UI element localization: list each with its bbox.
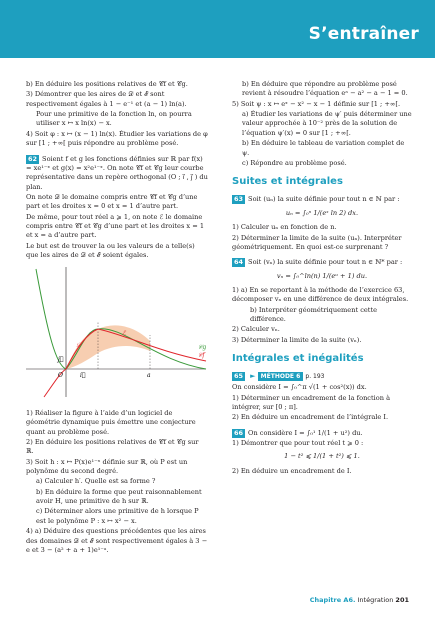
label-e: ℰ	[122, 330, 126, 338]
exercise-text: Soit (uₙ) la suite définie pour tout n ∈ ℕ par :	[248, 195, 400, 204]
exercise-number: 65	[234, 372, 244, 381]
label-cf: 𝒞f	[198, 352, 205, 360]
text-line: 1) Réaliser la figure à l’aide d’un logiciel de géométrie dynamique puis émettre une conjecture quant au problème posé.	[26, 408, 196, 436]
text-line: 4) Soit φ : x ↦ (x − 1) ln(x). Étudier les variations de φ sur [1 ; +∞[ puis répondre au problème posé.	[26, 129, 208, 148]
arrow-right-icon: ►	[250, 372, 256, 381]
page-number: 201	[395, 595, 409, 604]
label-o: O	[58, 372, 63, 380]
exercise-64	[232, 258, 412, 267]
exercise-62	[26, 155, 208, 192]
exercise-number: 64	[234, 258, 244, 267]
footer-chapter: Chapitre A6.	[309, 595, 356, 604]
text-line: On note 𝒟 le domaine compris entre 𝒞f et 𝒞g d’une part et les droites x = 0 et x = 1 d’autre part.	[26, 192, 198, 211]
text-line: 3) Déterminer la limite de la suite (vₙ).	[232, 335, 362, 344]
formula: 1 − t² ⩽ 1/(1 + t²) ⩽ 1.	[284, 452, 360, 461]
text-line: c) Répondre au problème posé.	[242, 158, 347, 167]
text-line: c) Déterminer alors une primitive de h lorsque P est le polynôme P : x ↦ x² − x.	[36, 507, 199, 525]
footer-title: Intégration	[357, 595, 394, 604]
text-line: De même, pour tout réel a ⩾ 1, on note ℰ le domaine compris entre 𝒞f et 𝒞g d’une part et les droites x = 1 et x = a d’autre part.	[26, 212, 205, 240]
text-line: 1) Déterminer un encadrement de la fonction à intégrer, sur [0 ; π].	[232, 393, 391, 411]
formula: vₙ = ∫₀^ln(n) 1/(eᵘ + 1) du.	[276, 271, 368, 280]
label-cg: 𝒞g	[198, 344, 207, 352]
exercise-text: Soit (vₙ) la suite définie pour tout n ∈ ℕ* par :	[248, 258, 403, 267]
section-title: Suites et intégrales	[232, 176, 343, 188]
text-line: 2) En déduire les positions relatives de 𝒞f et 𝒞g sur ℝ.	[26, 437, 199, 456]
label-j: j⃗	[58, 356, 64, 364]
left-column	[26, 80, 208, 556]
exercise-number: 62	[28, 154, 38, 163]
label-a: a	[147, 372, 151, 380]
curve-cg	[36, 269, 206, 369]
text-line: Pour une primitive de la fonction ln, on pourra utiliser x ↦ x ln(x) − x.	[36, 110, 192, 128]
text-line: b) En déduire les positions relatives de 𝒞f et 𝒞g.	[26, 80, 188, 88]
text-line: 2) Calculer vₙ.	[232, 325, 280, 334]
exercise-number: 66	[234, 428, 244, 437]
text-line: Le but est de trouver la ou les valeurs de a telle(s) que les aires de 𝒟 et ℰ soient égales.	[26, 241, 195, 260]
methode-link[interactable]: MÉTHODE 6	[258, 372, 304, 381]
exercise-number: 63	[234, 195, 244, 204]
text-line: b) Interpréter géométriquement cette différence.	[250, 305, 377, 324]
text-line: b) En déduire la forme que peut raisonnablement avoir H, une primitive de h sur ℝ.	[36, 487, 202, 506]
right-column	[232, 80, 412, 477]
text-line: On considère I = ∫₀^π √(1 + cos²(x)) dx.	[232, 383, 367, 392]
text-line: a) Étudier les variations de ψ′ puis déterminer une valeur approchée à 10⁻² près de la solution de l’équation ψ′(x) = 0 sur [1 ; +∞[.	[242, 110, 412, 137]
text-line: 1) Calculer uₙ en fonction de n.	[232, 223, 337, 232]
exercise-text: Soient f et g les fonctions définies sur ℝ par f(x) = xe¹⁻ˣ et g(x) = x²e¹⁻ˣ. On note 𝒞f et 𝒞g leur courbe représentative dans un repère orthogonal (O ; i⃗ , j⃗ ) du plan.	[26, 154, 208, 191]
exercise-text: On considère I = ∫₀¹ 1/(1 + u²) du.	[248, 428, 363, 437]
exercise-63	[232, 195, 412, 204]
text-line: 1) Démontrer que pour tout réel t ⩾ 0 :	[232, 439, 364, 448]
text-line: 3) Soit h : x ↦ P(x)e¹⁻ˣ définie sur ℝ, où P est un polynôme du second degré.	[26, 457, 188, 475]
label-d: 𝒟	[76, 342, 81, 350]
page-title: S’entraîner	[308, 24, 419, 44]
text-line: a) Calculer h′. Quelle est sa forme ?	[36, 477, 156, 486]
page-header	[0, 0, 435, 58]
exercise-65	[232, 372, 412, 382]
function-graph	[26, 265, 208, 399]
page-reference[interactable]: p. 193	[305, 373, 325, 381]
formula: uₙ = ∫₀ⁿ 1/(eˣ ln 2) dx.	[285, 208, 359, 217]
section-title: Intégrales et inégalités	[232, 353, 364, 365]
text-line: 1) a) En se reportant à la méthode de l’exercice 63, décomposer vₙ en une différence de deux intégrales.	[232, 285, 409, 304]
text-line: 3) Démontrer que les aires de 𝒟 et ℰ sont respectivement égales à 1 − e⁻¹ et (a − 1) ln(a).	[26, 90, 187, 108]
page-footer	[310, 596, 409, 605]
text-line: b) En déduire le tableau de variation complet de ψ.	[242, 139, 405, 157]
text-line: 5) Soit ψ : x ↦ eˣ − x² − x − 1 définie sur [1 ; +∞[.	[232, 99, 401, 108]
label-i: i⃗	[80, 372, 86, 380]
text-line: 2) En déduire un encadrement de l’intégrale I.	[232, 413, 389, 422]
exercise-66	[232, 429, 412, 438]
text-line: 4) a) Déduire des questions précédentes que les aires des domaines 𝒟 et ℰ sont respectivement égales à 3 − e et 3 − (a² + a + 1)e¹⁻ᵃ.	[26, 527, 208, 554]
text-line: 2) Déterminer la limite de la suite (uₙ). Interpréter géométriquement. En quoi est-ce surprenant ?	[232, 233, 402, 251]
text-line: 2) En déduire un encadrement de I.	[232, 466, 352, 475]
text-line: b) En déduire que répondre au problème posé revient à résoudre l’équation eᵃ − a² − a − 1 = 0.	[242, 80, 408, 98]
